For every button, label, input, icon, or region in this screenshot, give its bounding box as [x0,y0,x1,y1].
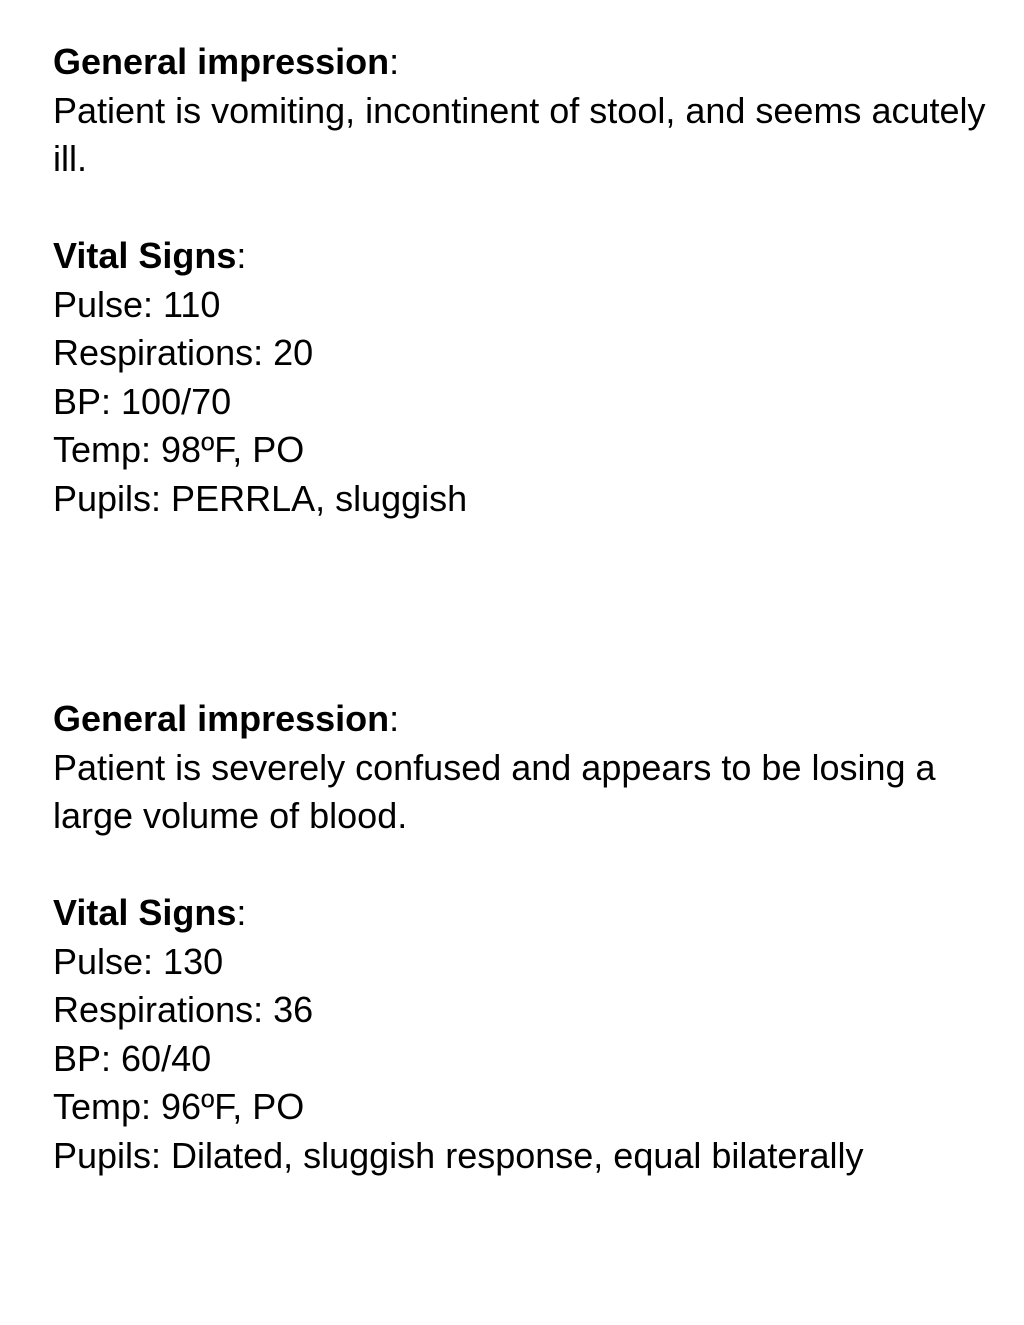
pulse-value: Pulse: 110 [53,283,221,325]
pupils-value: Pupils: PERRLA, sluggish [53,477,468,519]
case-2 [53,695,993,1180]
case-1 [53,38,993,523]
general-impression-text: Patient is vomiting, incontinent of stool, and seems acutely ill. [53,89,986,179]
general-impression-heading: General impression: [53,698,400,739]
bp-value: BP: 60/40 [53,1037,212,1079]
temp-value: Temp: 96ºF, PO [53,1086,305,1127]
temp-value: Temp: 98ºF, PO [53,429,305,470]
general-impression-heading: General impression: [53,41,400,82]
vital-signs-heading: Vital Signs: [53,235,247,276]
vital-signs-heading: Vital Signs: [53,892,247,933]
pulse-value: Pulse: 130 [53,940,224,982]
pupils-value: Pupils: Dilated, sluggish response, equal bilaterally [53,1134,864,1176]
respirations-value: Respirations: 20 [53,332,314,373]
respirations-value: Respirations: 36 [53,989,314,1030]
bp-value: BP: 100/70 [53,380,232,422]
general-impression-text: Patient is severely confused and appears to be losing a large volume of blood. [53,746,936,836]
